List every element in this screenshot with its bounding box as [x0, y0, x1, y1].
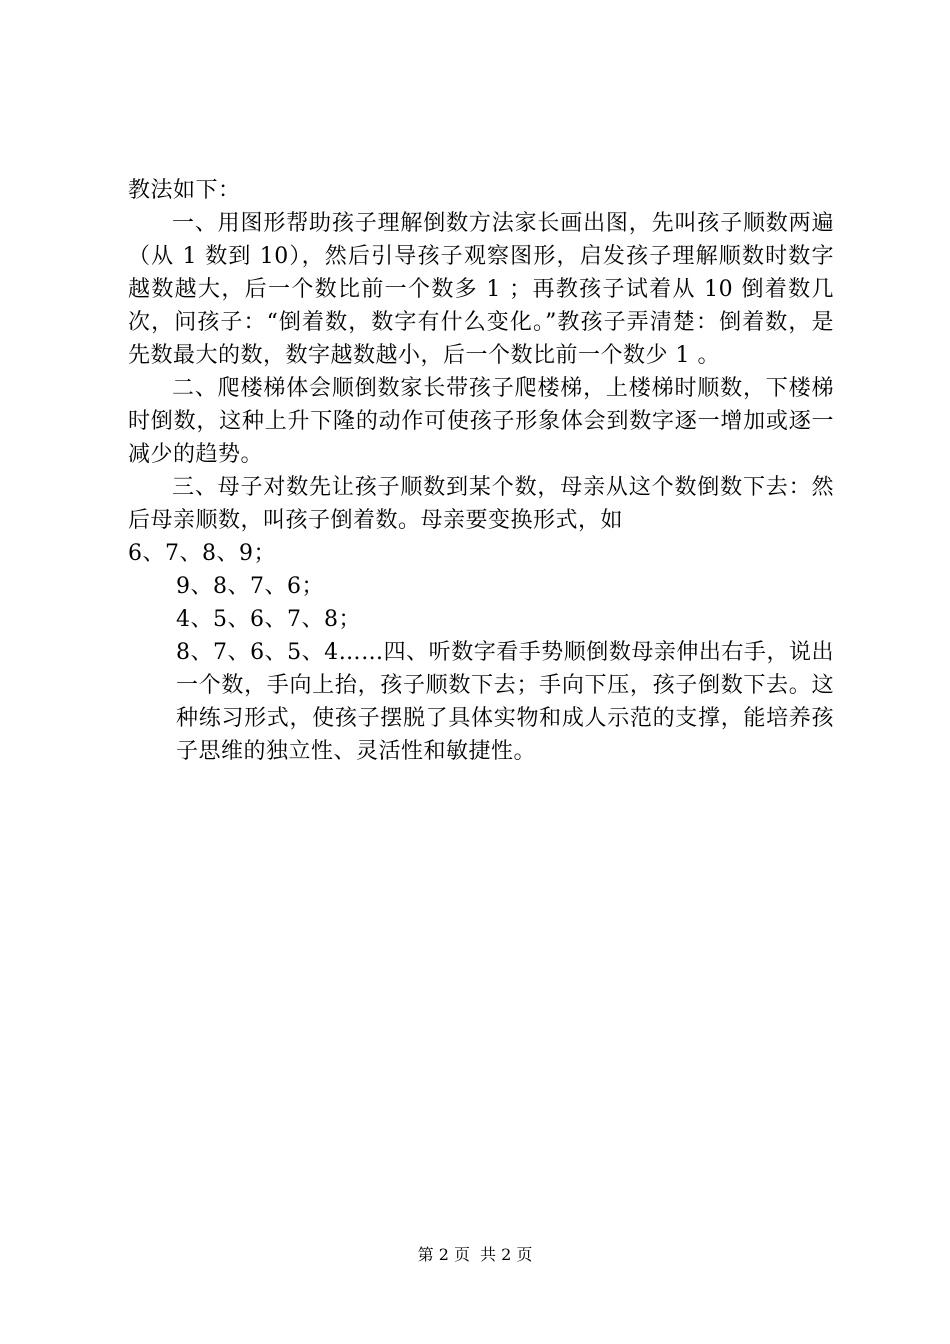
paragraph-method-2: 二、爬楼梯体会顺倒数家长带孩子爬楼梯，上楼梯时顺数，下楼梯时倒数，这种上升下隆的动作可使孩子形象体会到数字逐一增加或逐一减少的趋势。: [128, 376, 834, 467]
paragraph-method-1: 一、用图形帮助孩子理解倒数方法家长画出图，先叫孩子顺数两遍（从 1 数到 10），然后引导孩子观察图形，启发孩子理解顺数时数字越数越大，后一个数比前一个数多 1 ；再教孩子试着从 10 倒着数几次，问孩子：“倒着数，数字有什么变化。”教孩子弄清楚：倒着数，是先数最大的数，数字越数越小，后一个数比前一个数少 1 。: [128, 211, 834, 368]
intro-line: 教法如下：: [128, 178, 241, 203]
sequence-line: 6、7、8、9；: [128, 541, 276, 566]
page-footer: [0, 1244, 950, 1266]
sequence-line: 9、8、7、6；: [176, 574, 324, 599]
paragraph-method-3: 三、母子对数先让孩子顺数到某个数，母亲从这个数倒数下去：然后母亲顺数，叫孩子倒着数。母亲要变换形式，如: [128, 475, 834, 533]
page-number: 第 2 页: [417, 1245, 470, 1264]
page-total: 共 2 页: [480, 1245, 533, 1264]
sequence-line: 4、5、6、7、8；: [176, 607, 361, 632]
document-body: [128, 174, 834, 768]
paragraph-method-4: 8、7、6、5、4……四、听数字看手势顺倒数母亲伸出右手，说出一个数，手向上抬，孩子顺数下去；手向下压，孩子倒数下去。这种练习形式，使孩子摆脱了具体实物和成人示范的支撑，能培养孩子思维的独立性、灵活性和敏捷性。: [176, 640, 834, 764]
